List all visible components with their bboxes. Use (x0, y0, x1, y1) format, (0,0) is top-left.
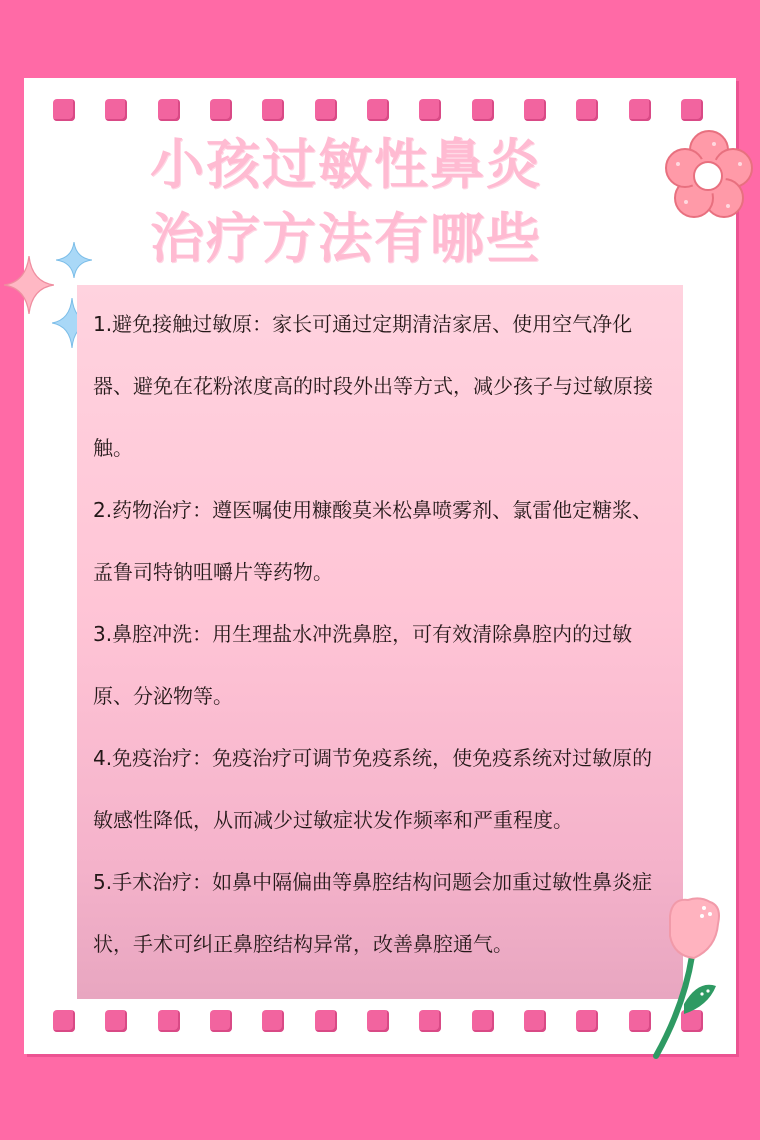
film-hole (419, 1010, 441, 1032)
film-hole (576, 1010, 598, 1032)
film-hole (419, 99, 441, 121)
film-hole (524, 99, 546, 121)
page-title (150, 128, 610, 276)
film-hole (629, 99, 651, 121)
film-hole (105, 99, 127, 121)
film-hole (524, 1010, 546, 1032)
film-hole (53, 99, 75, 121)
film-hole (576, 99, 598, 121)
film-hole (367, 1010, 389, 1032)
film-hole (262, 1010, 284, 1032)
title-line-1: 小孩过敏性鼻炎 (150, 133, 542, 196)
film-holes-bottom (53, 1010, 703, 1032)
list-item-3: 3.鼻腔冲洗：用生理盐水冲洗鼻腔，可有效清除鼻腔内的过敏原、分泌物等。 (93, 622, 633, 708)
film-hole (472, 99, 494, 121)
film-hole (158, 1010, 180, 1032)
film-hole (53, 1010, 75, 1032)
film-holes-top (53, 99, 703, 121)
film-hole (210, 1010, 232, 1032)
sparkle-icon (4, 256, 54, 314)
tulip-icon (648, 896, 728, 1060)
title-line-2: 治疗方法有哪些 (150, 207, 542, 270)
list-item-4: 4.免疫治疗：免疫治疗可调节免疫系统，使免疫系统对过敏原的敏感性降低，从而减少过敏症状发作频率和严重程度。 (93, 746, 653, 832)
sparkle-icon (56, 242, 92, 278)
film-hole (262, 99, 284, 121)
film-hole (367, 99, 389, 121)
content-panel (77, 285, 683, 999)
film-hole (105, 1010, 127, 1032)
film-hole (315, 1010, 337, 1032)
film-hole (210, 99, 232, 121)
film-hole (681, 99, 703, 121)
film-hole (472, 1010, 494, 1032)
film-hole (315, 99, 337, 121)
flower-icon (662, 128, 756, 222)
list-item-5: 5.手术治疗：如鼻中隔偏曲等鼻腔结构问题会加重过敏性鼻炎症状，手术可纠正鼻腔结构异常，改善鼻腔通气。 (93, 870, 653, 956)
list-item-2: 2.药物治疗：遵医嘱使用糠酸莫米松鼻喷雾剂、氯雷他定糖浆、孟鲁司特钠咀嚼片等药物。 (93, 498, 653, 584)
film-hole (158, 99, 180, 121)
list-item-1: 1.避免接触过敏原：家长可通过定期清洁家居、使用空气净化器、避免在花粉浓度高的时段外出等方式，减少孩子与过敏原接触。 (93, 312, 653, 460)
